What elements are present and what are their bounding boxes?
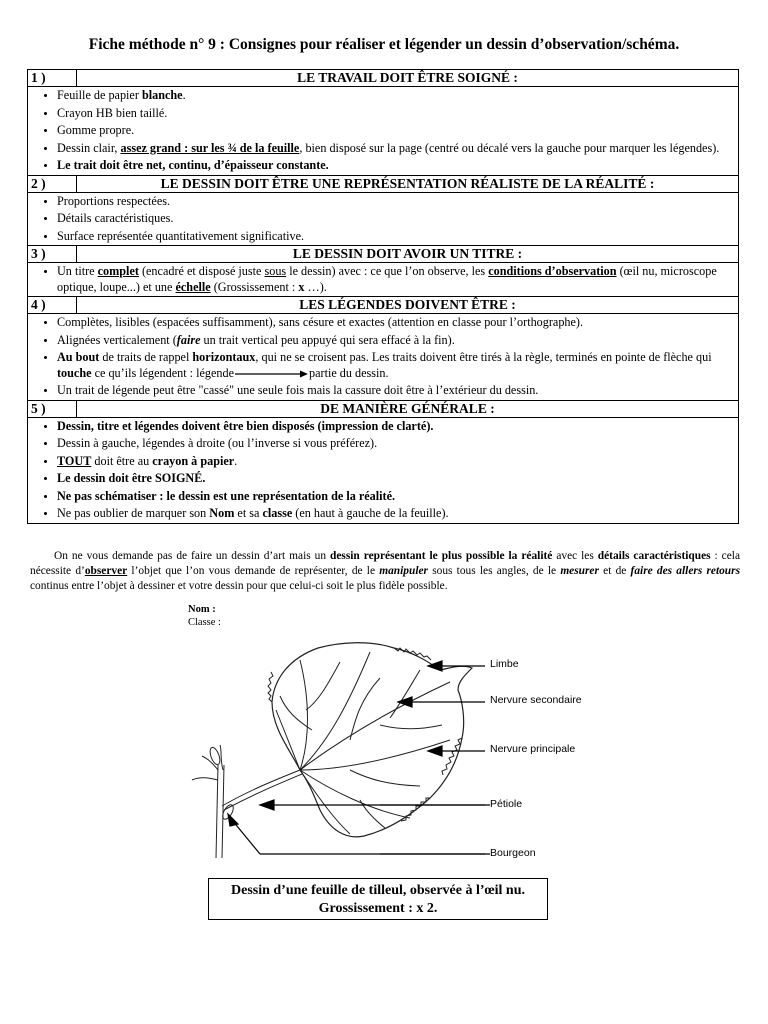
section-body — [28, 263, 739, 297]
bullet-list — [31, 418, 735, 523]
list-item: • Surface représentée quantitativement significative. — [57, 228, 735, 246]
rules-table — [27, 69, 739, 524]
list-item: • Dessin clair, assez grand : sur les ¾ de la feuille, bien disposé sur la page (centré ou décalé vers la gauche pour marquer les légendes). — [57, 140, 735, 158]
section-number: 2 ) — [28, 175, 77, 192]
section-header — [28, 400, 739, 417]
section-body — [28, 417, 739, 523]
list-item: • Détails caractéristiques. — [57, 210, 735, 228]
caption-line: Dessin d’une feuille de tilleul, observée à l’œil nu. — [231, 883, 525, 898]
list-item: • Ne pas schématiser : le dessin est une représentation de la réalité. — [57, 488, 735, 506]
name-field-label: Nom : — [188, 604, 216, 615]
list-item: • Ne pas oublier de marquer son Nom et sa classe (en haut à gauche de la feuille). — [57, 505, 735, 523]
label-limbe: Limbe — [490, 658, 519, 670]
section-heading: DE MANIÈRE GÉNÉRALE : — [77, 400, 739, 417]
bullet-list — [31, 87, 735, 175]
list-item: • Au bout de traits de rappel horizontaux, qui ne se croisent pas. Les traits doivent être tirés à la règle, terminés en pointe de flèche qui touche ce qu’ils légendent : légende partie du dessin. — [57, 349, 735, 382]
list-item: • Un trait de légende peut être "cassé" une seule fois mais la cassure doit être à l’extérieur du dessin. — [57, 382, 735, 400]
list-item: • Feuille de papier blanche. — [57, 87, 735, 105]
bullet-list — [31, 193, 735, 246]
section-heading: LE DESSIN DOIT ÊTRE UNE REPRÉSENTATION RÉALISTE DE LA RÉALITÉ : — [77, 175, 739, 192]
list-item: • Alignées verticalement (faire un trait vertical peu appuyé qui sera effacé à la fin). — [57, 332, 735, 350]
section-heading: LE TRAVAIL DOIT ÊTRE SOIGNÉ : — [77, 70, 739, 87]
list-item: • Gomme propre. — [57, 122, 735, 140]
section-header — [28, 70, 739, 87]
list-item: • Un titre complet (encadré et disposé juste sous le dessin) avec : ce que l’on observe, les conditions d’observation (œil nu, microscope optique, loupe...) et une échelle (Grossissement : x …). — [57, 263, 735, 296]
section-heading: LE DESSIN DOIT AVOIR UN TITRE : — [77, 246, 739, 263]
caption-line: Grossissement : x 2. — [318, 901, 438, 916]
arrow-right-icon — [234, 370, 309, 378]
label-nervure-secondaire: Nervure secondaire — [490, 694, 582, 706]
label-nervure-principale: Nervure principale — [490, 743, 576, 755]
list-item: • Le dessin doit être SOIGNÉ. — [57, 470, 735, 488]
page-title: Fiche méthode n° 9 : Consignes pour réaliser et légender un dessin d’observation/schéma. — [88, 36, 680, 53]
section-number: 3 ) — [28, 246, 77, 263]
list-item: • Dessin, titre et légendes doivent être bien disposés (impression de clarté). — [57, 418, 735, 436]
label-arrows-low — [220, 790, 500, 860]
label-bourgeon: Bourgeon — [490, 847, 536, 859]
section-body — [28, 87, 739, 176]
list-item: • Le trait doit être net, continu, d’épaisseur constante. — [57, 157, 735, 175]
list-item: • Dessin à gauche, légendes à droite (ou l’inverse si vous préférez). — [57, 435, 735, 453]
section-body — [28, 314, 739, 401]
list-item: • TOUT doit être au crayon à papier. — [57, 453, 735, 471]
section-heading: LES LÉGENDES DOIVENT ÊTRE : — [77, 297, 739, 314]
label-petiole: Pétiole — [490, 798, 523, 810]
bullet-list — [31, 314, 735, 400]
list-item: • Proportions respectées. — [57, 193, 735, 211]
section-header — [28, 175, 739, 192]
intro-paragraph: On ne vous demande pas de faire un dessin d’art mais un dessin représentant le plus possible la réalité avec les détails caractéristiques : cela nécessite d’observer l’objet que l’on vous demande de représenter, de le manipuler sous tous les angles, de le mesurer et de faire des allers retours continus entre l’objet à dessiner et votre dessin pour que celui-ci soit le plus fidèle possible. — [30, 550, 741, 592]
section-number: 1 ) — [28, 70, 77, 87]
section-header — [28, 297, 739, 314]
bullet-list — [31, 263, 735, 296]
section-header — [28, 246, 739, 263]
list-item: • Complètes, lisibles (espacées suffisamment), sans césure et exactes (attention en classe pour l’orthographe). — [57, 314, 735, 332]
class-field-label: Classe : — [188, 617, 221, 628]
section-body — [28, 192, 739, 246]
figure-caption — [208, 878, 548, 920]
list-item: • Crayon HB bien taillé. — [57, 105, 735, 123]
section-number: 4 ) — [28, 297, 77, 314]
section-number: 5 ) — [28, 400, 77, 417]
